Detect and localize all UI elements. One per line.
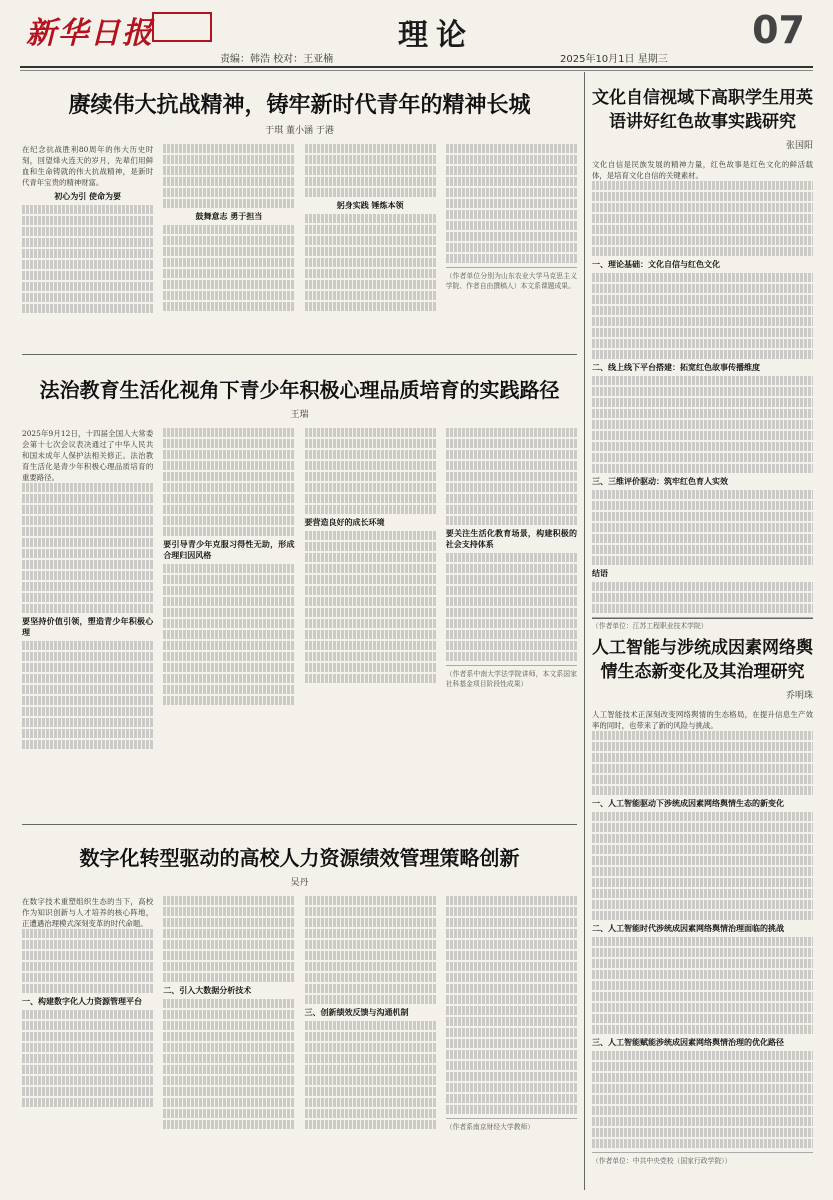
article-hr-performance (22, 830, 577, 1190)
column (446, 144, 577, 315)
logo-seal (152, 12, 212, 42)
page-number: 07 (752, 8, 805, 52)
column (22, 896, 153, 1132)
article-headline: 法治教育生活化视角下青少年积极心理品质培育的实践路径 (39, 378, 560, 402)
column (305, 896, 436, 1132)
subhead: 一、理论基础：文化自信与红色文化 (592, 259, 720, 269)
article-headline: 赓续伟大抗战精神，铸牢新时代青年的精神长城 (68, 92, 531, 118)
section-title: 理论 (398, 18, 474, 53)
author-note: （作者单位分别为山东农业大学马克思主义学院、作者自由撰稿人）本文系课题成果。 (446, 267, 577, 291)
column (446, 896, 577, 1132)
column (163, 896, 294, 1132)
subhead: 三、创新绩效反馈与沟通机制 (304, 1007, 409, 1017)
column (305, 144, 436, 315)
author-note: （作者单位：江苏工程职业技术学院） (592, 617, 813, 631)
subhead: 躬身实践 锤炼本领 (336, 200, 404, 210)
masthead-rule (20, 70, 813, 71)
editors-line: 责编：韩浩 校对：王亚楠 (220, 54, 334, 65)
column (446, 428, 577, 751)
article-resist-spirit (22, 72, 577, 348)
subhead: 一、人工智能驱动下涉统成因素网络舆情生态的新变化 (592, 798, 784, 808)
subhead: 三、三维评价驱动：筑牢红色育人实效 (592, 476, 728, 486)
article-body (592, 159, 813, 631)
article-byline: 吴丹 (290, 878, 309, 888)
divider (22, 824, 577, 825)
article-law-education (22, 360, 577, 820)
lead-paragraph: 2025年9月12日，十四届全国人大常委会第十七次会议表决通过了中华人民共和国未成年人保护法相关修正。法治教育生活化是青少年积极心理品质培育的重要路径。 (22, 429, 154, 482)
column-divider (584, 72, 585, 1190)
subhead: 要关注生活化教育场景，构建积极的社会支持体系 (445, 528, 577, 549)
subhead: 二、线上线下平台搭建：拓宽红色故事传播维度 (592, 362, 760, 372)
article-body (22, 144, 577, 315)
article-byline: 乔明珠 (785, 691, 813, 701)
column (22, 428, 153, 751)
column (22, 144, 153, 315)
dateline: 2025年10月1日 星期三 (560, 54, 668, 65)
article-body (22, 428, 577, 751)
subhead: 三、人工智能赋能涉统成因素网络舆情治理的优化路径 (592, 1037, 784, 1047)
article-byline: 王瑞 (290, 410, 309, 420)
author-note: （作者系中南大学法学院讲师，本文系国家社科基金项目阶段性成果） (446, 665, 577, 689)
article-byline: 于琪 董小涵 于港 (265, 126, 334, 136)
divider (592, 618, 813, 619)
lead-paragraph: 在纪念抗战胜利80周年的伟大历史时刻，回望烽火连天的岁月，先辈们用鲜血和生命铸就的伟大抗战精神，是新时代青年宝贵的精神财富。 (22, 145, 154, 187)
article-ai-public-opinion (592, 624, 813, 1184)
article-headline: 人工智能与涉统成因素网络舆情生态新变化及其治理研究 (592, 638, 813, 682)
subhead: 鼓舞意志 勇于担当 (195, 211, 263, 221)
column (592, 159, 813, 631)
article-body (592, 709, 813, 1166)
subhead: 初心为引 使命为要 (54, 191, 122, 201)
article-headline: 数字化转型驱动的高校人力资源绩效管理策略创新 (79, 846, 520, 870)
column (305, 428, 436, 751)
subhead: 要营造良好的成长环境 (304, 517, 385, 527)
article-headline: 文化自信视域下高职学生用英语讲好红色故事实践研究 (592, 88, 813, 132)
subhead: 一、构建数字化人力资源管理平台 (22, 996, 142, 1006)
subhead: 要坚持价值引领，塑造青少年积极心理 (22, 616, 154, 637)
subhead: 二、人工智能时代涉统成因素网络舆情治理面临的挑战 (592, 923, 784, 933)
lead-paragraph: 人工智能技术正深刻改变网络舆情的生态格局，在提升信息生产效率的同时，也带来了新的风险与挑战。 (592, 710, 813, 730)
subhead: 二、引入大数据分析技术 (163, 985, 252, 995)
subhead: 要引导青少年克服习得性无助，形成合理归因风格 (163, 539, 295, 560)
column (163, 144, 294, 315)
author-note: （作者系南京财经大学教师） (446, 1118, 577, 1132)
article-byline: 张国阳 (785, 141, 813, 151)
article-body (22, 896, 577, 1132)
article-red-stories (592, 72, 813, 630)
author-note: （作者单位：中共中央党校（国家行政学院）） (592, 1152, 813, 1166)
lead-paragraph: 文化自信是民族发展的精神力量，红色故事是红色文化的鲜活载体，是培育文化自信的关键素材。 (592, 160, 813, 180)
column (163, 428, 294, 751)
newspaper-logo: 新华日报 (26, 16, 154, 51)
subhead: 结语 (592, 568, 608, 578)
masthead (20, 6, 813, 68)
lead-paragraph: 在数字技术重塑组织生态的当下，高校作为知识创新与人才培养的核心阵地，正遭遇治理模式深刻变革的时代命题。 (22, 897, 154, 928)
divider (22, 354, 577, 355)
column (592, 709, 813, 1166)
